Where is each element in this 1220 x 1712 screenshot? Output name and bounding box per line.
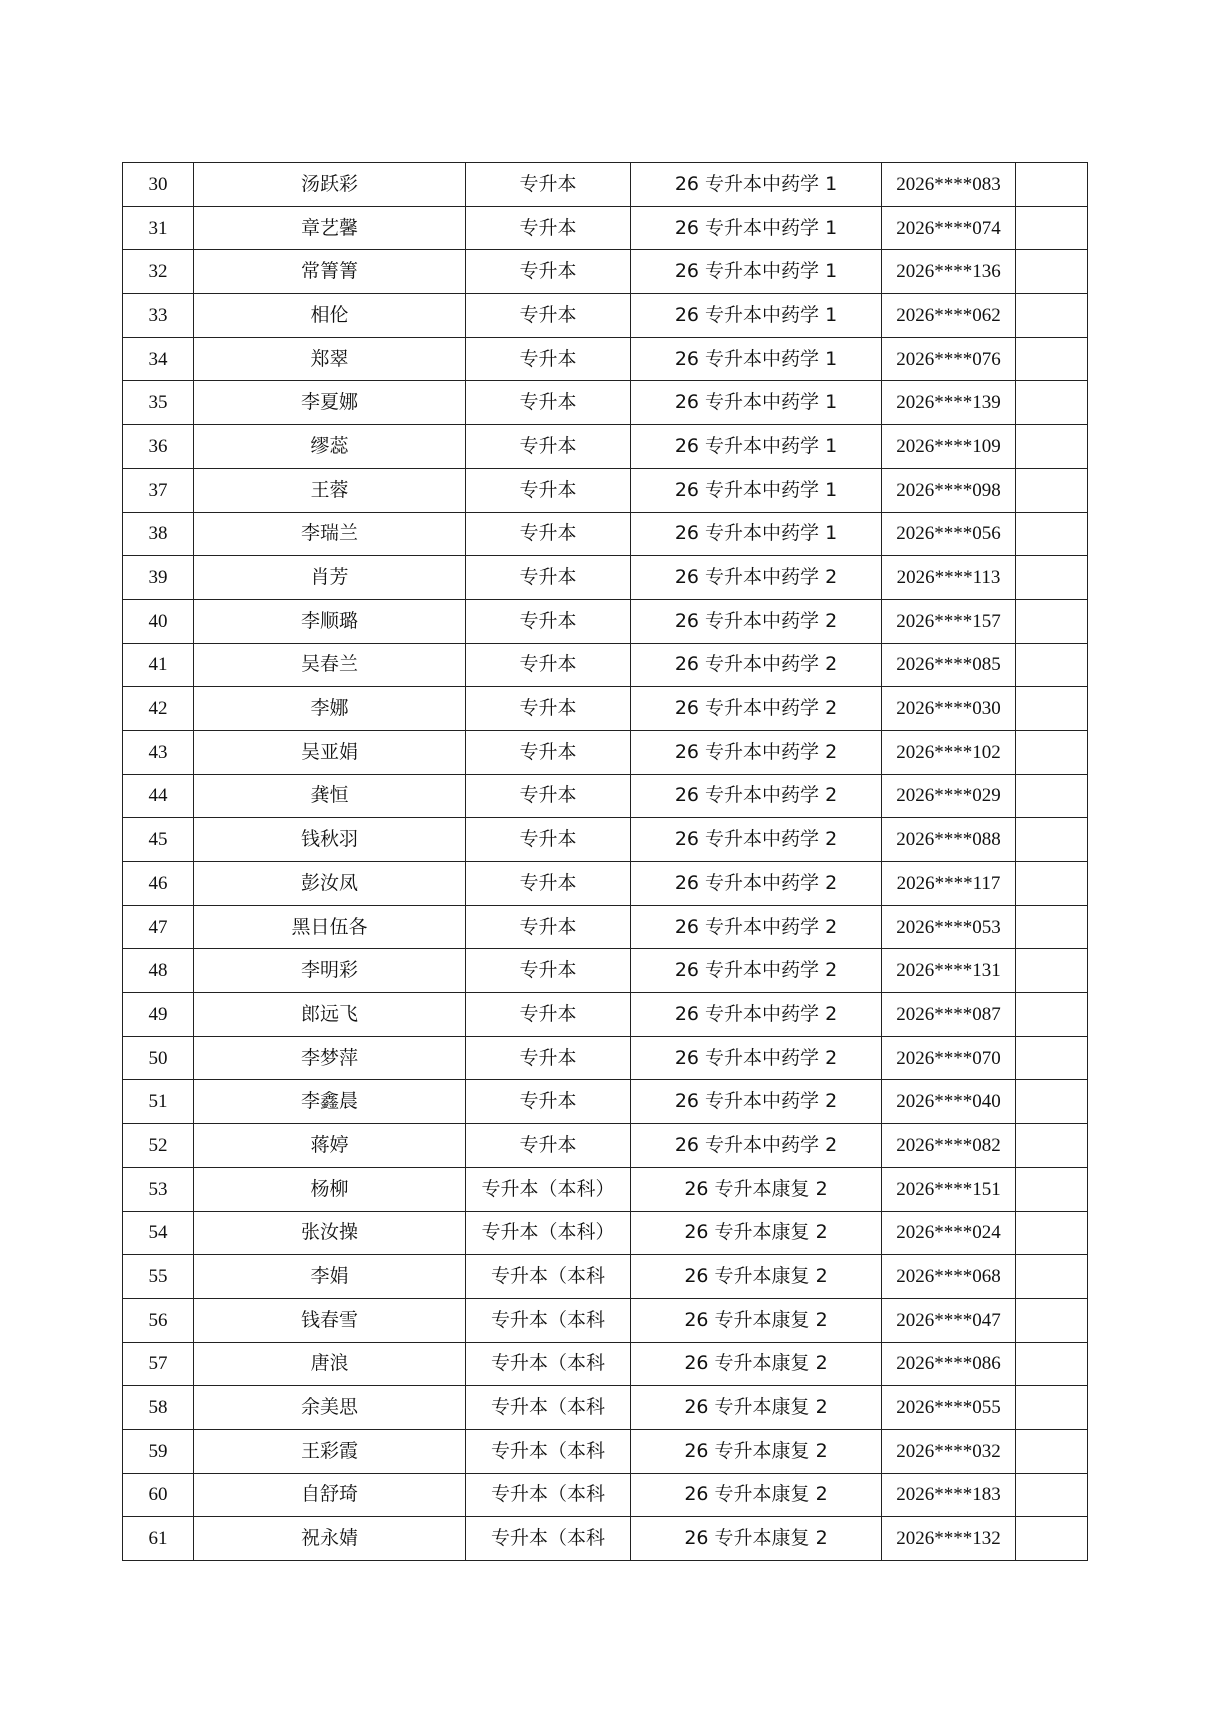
admission-type-cell: 专升本	[466, 905, 631, 949]
note-cell	[1016, 206, 1088, 250]
class-name-cell: 26 专升本康复 2	[631, 1429, 882, 1473]
table-row	[123, 1167, 1088, 1211]
admission-type-cell: 专升本	[466, 381, 631, 425]
admission-type-cell: 专升本	[466, 556, 631, 600]
table-row	[123, 512, 1088, 556]
admission-type-cell: 专升本	[466, 818, 631, 862]
note-cell	[1016, 1517, 1088, 1561]
table-row	[123, 643, 1088, 687]
class-name-cell: 26 专升本康复 2	[631, 1298, 882, 1342]
note-cell	[1016, 1124, 1088, 1168]
student-name-cell: 张汝操	[194, 1211, 466, 1255]
admission-type-cell: 专升本（本科）	[466, 1167, 631, 1211]
student-id-cell: 2026****029	[882, 774, 1016, 818]
student-name-cell: 缪蕊	[194, 425, 466, 469]
admission-type-cell: 专升本	[466, 1080, 631, 1124]
admission-type-cell: 专升本	[466, 862, 631, 906]
student-name-cell: 李鑫晨	[194, 1080, 466, 1124]
table-row	[123, 425, 1088, 469]
student-id-cell: 2026****098	[882, 468, 1016, 512]
student-id-cell: 2026****076	[882, 337, 1016, 381]
note-cell	[1016, 774, 1088, 818]
table-row	[123, 949, 1088, 993]
note-cell	[1016, 1167, 1088, 1211]
admission-type-cell: 专升本（本科）	[466, 1211, 631, 1255]
admission-type-cell: 专升本	[466, 730, 631, 774]
note-cell	[1016, 993, 1088, 1037]
row-number-cell: 58	[123, 1386, 194, 1430]
row-number-cell: 59	[123, 1429, 194, 1473]
note-cell	[1016, 730, 1088, 774]
note-cell	[1016, 643, 1088, 687]
student-name-cell: 李娜	[194, 687, 466, 731]
row-number-cell: 40	[123, 599, 194, 643]
admission-type-cell: 专升本	[466, 206, 631, 250]
note-cell	[1016, 862, 1088, 906]
student-id-cell: 2026****132	[882, 1517, 1016, 1561]
class-name-cell: 26 专升本康复 2	[631, 1211, 882, 1255]
class-name-cell: 26 专升本中药学 1	[631, 250, 882, 294]
student-id-cell: 2026****085	[882, 643, 1016, 687]
student-name-cell: 李瑞兰	[194, 512, 466, 556]
note-cell	[1016, 1255, 1088, 1299]
note-cell	[1016, 1429, 1088, 1473]
note-cell	[1016, 250, 1088, 294]
class-name-cell: 26 专升本中药学 2	[631, 774, 882, 818]
class-name-cell: 26 专升本中药学 2	[631, 556, 882, 600]
student-roster-table	[122, 162, 1088, 1561]
admission-type-cell: 专升本	[466, 425, 631, 469]
table-row	[123, 687, 1088, 731]
row-number-cell: 47	[123, 905, 194, 949]
admission-type-cell: 专升本	[466, 250, 631, 294]
note-cell	[1016, 818, 1088, 862]
student-id-cell: 2026****083	[882, 163, 1016, 207]
student-id-cell: 2026****131	[882, 949, 1016, 993]
note-cell	[1016, 468, 1088, 512]
table-row	[123, 1473, 1088, 1517]
row-number-cell: 41	[123, 643, 194, 687]
class-name-cell: 26 专升本中药学 2	[631, 687, 882, 731]
student-name-cell: 李夏娜	[194, 381, 466, 425]
class-name-cell: 26 专升本中药学 1	[631, 512, 882, 556]
class-name-cell: 26 专升本中药学 2	[631, 818, 882, 862]
student-name-cell: 郑翠	[194, 337, 466, 381]
class-name-cell: 26 专升本中药学 2	[631, 643, 882, 687]
student-name-cell: 吴亚娟	[194, 730, 466, 774]
row-number-cell: 57	[123, 1342, 194, 1386]
admission-type-cell: 专升本（本科	[466, 1517, 631, 1561]
table-row	[123, 381, 1088, 425]
note-cell	[1016, 294, 1088, 338]
table-row	[123, 1080, 1088, 1124]
admission-type-cell: 专升本（本科	[466, 1386, 631, 1430]
row-number-cell: 48	[123, 949, 194, 993]
table-row	[123, 1211, 1088, 1255]
roster-body	[123, 163, 1088, 1561]
student-name-cell: 钱秋羽	[194, 818, 466, 862]
row-number-cell: 50	[123, 1036, 194, 1080]
table-row	[123, 294, 1088, 338]
table-row	[123, 556, 1088, 600]
student-id-cell: 2026****062	[882, 294, 1016, 338]
student-name-cell: 李梦萍	[194, 1036, 466, 1080]
table-row	[123, 163, 1088, 207]
class-name-cell: 26 专升本康复 2	[631, 1167, 882, 1211]
student-name-cell: 相伦	[194, 294, 466, 338]
class-name-cell: 26 专升本中药学 1	[631, 425, 882, 469]
student-id-cell: 2026****086	[882, 1342, 1016, 1386]
student-name-cell: 唐浪	[194, 1342, 466, 1386]
note-cell	[1016, 381, 1088, 425]
table-row	[123, 337, 1088, 381]
row-number-cell: 56	[123, 1298, 194, 1342]
note-cell	[1016, 1386, 1088, 1430]
row-number-cell: 55	[123, 1255, 194, 1299]
row-number-cell: 51	[123, 1080, 194, 1124]
student-id-cell: 2026****102	[882, 730, 1016, 774]
student-name-cell: 余美思	[194, 1386, 466, 1430]
table-row	[123, 1298, 1088, 1342]
student-id-cell: 2026****082	[882, 1124, 1016, 1168]
student-name-cell: 王蓉	[194, 468, 466, 512]
student-name-cell: 肖芳	[194, 556, 466, 600]
table-row	[123, 250, 1088, 294]
student-id-cell: 2026****183	[882, 1473, 1016, 1517]
note-cell	[1016, 599, 1088, 643]
table-row	[123, 468, 1088, 512]
table-row	[123, 1386, 1088, 1430]
row-number-cell: 54	[123, 1211, 194, 1255]
class-name-cell: 26 专升本中药学 2	[631, 862, 882, 906]
student-name-cell: 吴春兰	[194, 643, 466, 687]
admission-type-cell: 专升本（本科	[466, 1429, 631, 1473]
student-id-cell: 2026****070	[882, 1036, 1016, 1080]
row-number-cell: 61	[123, 1517, 194, 1561]
admission-type-cell: 专升本	[466, 337, 631, 381]
admission-type-cell: 专升本（本科	[466, 1473, 631, 1517]
student-id-cell: 2026****068	[882, 1255, 1016, 1299]
student-id-cell: 2026****087	[882, 993, 1016, 1037]
table-row	[123, 206, 1088, 250]
note-cell	[1016, 1298, 1088, 1342]
student-id-cell: 2026****113	[882, 556, 1016, 600]
student-id-cell: 2026****056	[882, 512, 1016, 556]
class-name-cell: 26 专升本中药学 2	[631, 599, 882, 643]
student-id-cell: 2026****151	[882, 1167, 1016, 1211]
table-row	[123, 1342, 1088, 1386]
student-id-cell: 2026****139	[882, 381, 1016, 425]
student-name-cell: 常箐箐	[194, 250, 466, 294]
class-name-cell: 26 专升本中药学 2	[631, 905, 882, 949]
admission-type-cell: 专升本	[466, 468, 631, 512]
table-row	[123, 1124, 1088, 1168]
student-id-cell: 2026****055	[882, 1386, 1016, 1430]
student-id-cell: 2026****136	[882, 250, 1016, 294]
student-name-cell: 黑日伍各	[194, 905, 466, 949]
admission-type-cell: 专升本（本科	[466, 1342, 631, 1386]
student-name-cell: 杨柳	[194, 1167, 466, 1211]
note-cell	[1016, 1080, 1088, 1124]
admission-type-cell: 专升本	[466, 512, 631, 556]
row-number-cell: 31	[123, 206, 194, 250]
class-name-cell: 26 专升本中药学 1	[631, 163, 882, 207]
student-name-cell: 自舒琦	[194, 1473, 466, 1517]
student-name-cell: 蒋婷	[194, 1124, 466, 1168]
student-id-cell: 2026****032	[882, 1429, 1016, 1473]
class-name-cell: 26 专升本中药学 2	[631, 993, 882, 1037]
student-id-cell: 2026****040	[882, 1080, 1016, 1124]
table-row	[123, 730, 1088, 774]
student-name-cell: 钱春雪	[194, 1298, 466, 1342]
class-name-cell: 26 专升本中药学 1	[631, 294, 882, 338]
row-number-cell: 46	[123, 862, 194, 906]
row-number-cell: 60	[123, 1473, 194, 1517]
student-name-cell: 李顺璐	[194, 599, 466, 643]
table-row	[123, 993, 1088, 1037]
admission-type-cell: 专升本	[466, 1124, 631, 1168]
student-id-cell: 2026****053	[882, 905, 1016, 949]
row-number-cell: 43	[123, 730, 194, 774]
note-cell	[1016, 905, 1088, 949]
class-name-cell: 26 专升本中药学 1	[631, 468, 882, 512]
student-id-cell: 2026****088	[882, 818, 1016, 862]
row-number-cell: 36	[123, 425, 194, 469]
admission-type-cell: 专升本	[466, 163, 631, 207]
student-id-cell: 2026****030	[882, 687, 1016, 731]
note-cell	[1016, 337, 1088, 381]
class-name-cell: 26 专升本中药学 2	[631, 1124, 882, 1168]
student-id-cell: 2026****024	[882, 1211, 1016, 1255]
row-number-cell: 34	[123, 337, 194, 381]
note-cell	[1016, 425, 1088, 469]
student-name-cell: 章艺馨	[194, 206, 466, 250]
table-row	[123, 818, 1088, 862]
row-number-cell: 33	[123, 294, 194, 338]
note-cell	[1016, 1473, 1088, 1517]
note-cell	[1016, 556, 1088, 600]
student-name-cell: 李明彩	[194, 949, 466, 993]
table-row	[123, 1429, 1088, 1473]
student-name-cell: 彭汝凤	[194, 862, 466, 906]
class-name-cell: 26 专升本康复 2	[631, 1386, 882, 1430]
student-id-cell: 2026****047	[882, 1298, 1016, 1342]
note-cell	[1016, 163, 1088, 207]
row-number-cell: 42	[123, 687, 194, 731]
class-name-cell: 26 专升本中药学 1	[631, 381, 882, 425]
row-number-cell: 39	[123, 556, 194, 600]
student-id-cell: 2026****117	[882, 862, 1016, 906]
student-name-cell: 祝永婧	[194, 1517, 466, 1561]
admission-type-cell: 专升本	[466, 687, 631, 731]
table-row	[123, 1255, 1088, 1299]
row-number-cell: 38	[123, 512, 194, 556]
row-number-cell: 44	[123, 774, 194, 818]
table-row	[123, 862, 1088, 906]
row-number-cell: 49	[123, 993, 194, 1037]
row-number-cell: 37	[123, 468, 194, 512]
table-row	[123, 1517, 1088, 1561]
student-name-cell: 郎远飞	[194, 993, 466, 1037]
student-id-cell: 2026****074	[882, 206, 1016, 250]
row-number-cell: 53	[123, 1167, 194, 1211]
note-cell	[1016, 949, 1088, 993]
student-name-cell: 李娟	[194, 1255, 466, 1299]
note-cell	[1016, 687, 1088, 731]
table-row	[123, 774, 1088, 818]
row-number-cell: 35	[123, 381, 194, 425]
row-number-cell: 45	[123, 818, 194, 862]
student-id-cell: 2026****109	[882, 425, 1016, 469]
note-cell	[1016, 1211, 1088, 1255]
table-row	[123, 905, 1088, 949]
table-row	[123, 599, 1088, 643]
admission-type-cell: 专升本	[466, 949, 631, 993]
class-name-cell: 26 专升本中药学 1	[631, 206, 882, 250]
student-id-cell: 2026****157	[882, 599, 1016, 643]
row-number-cell: 32	[123, 250, 194, 294]
admission-type-cell: 专升本（本科	[466, 1298, 631, 1342]
row-number-cell: 30	[123, 163, 194, 207]
note-cell	[1016, 512, 1088, 556]
class-name-cell: 26 专升本中药学 2	[631, 1036, 882, 1080]
admission-type-cell: 专升本	[466, 599, 631, 643]
student-name-cell: 龚恒	[194, 774, 466, 818]
class-name-cell: 26 专升本康复 2	[631, 1473, 882, 1517]
admission-type-cell: 专升本（本科	[466, 1255, 631, 1299]
student-name-cell: 王彩霞	[194, 1429, 466, 1473]
note-cell	[1016, 1342, 1088, 1386]
admission-type-cell: 专升本	[466, 643, 631, 687]
class-name-cell: 26 专升本康复 2	[631, 1255, 882, 1299]
admission-type-cell: 专升本	[466, 1036, 631, 1080]
class-name-cell: 26 专升本中药学 2	[631, 949, 882, 993]
row-number-cell: 52	[123, 1124, 194, 1168]
admission-type-cell: 专升本	[466, 294, 631, 338]
class-name-cell: 26 专升本中药学 1	[631, 337, 882, 381]
class-name-cell: 26 专升本康复 2	[631, 1342, 882, 1386]
note-cell	[1016, 1036, 1088, 1080]
class-name-cell: 26 专升本中药学 2	[631, 1080, 882, 1124]
class-name-cell: 26 专升本中药学 2	[631, 730, 882, 774]
student-name-cell: 汤跃彩	[194, 163, 466, 207]
admission-type-cell: 专升本	[466, 774, 631, 818]
class-name-cell: 26 专升本康复 2	[631, 1517, 882, 1561]
table-row	[123, 1036, 1088, 1080]
admission-type-cell: 专升本	[466, 993, 631, 1037]
